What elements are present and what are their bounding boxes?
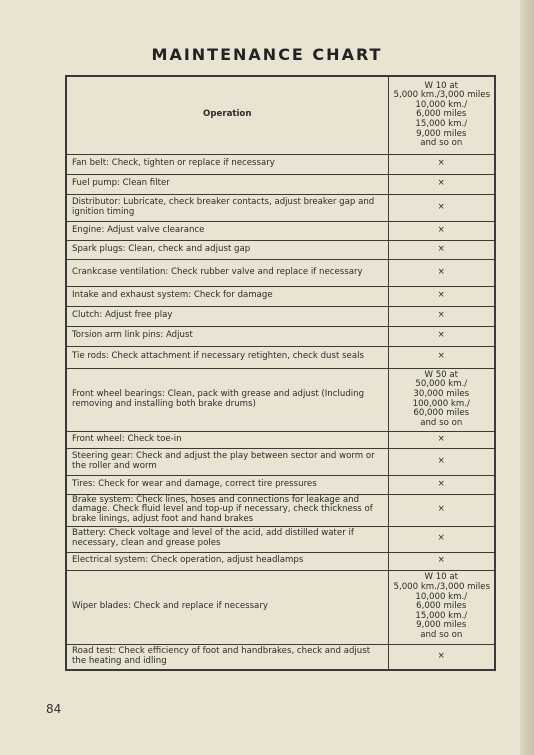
operation-cell: Tires: Check for wear and damage, correct tire pressures [66,475,388,494]
operation-cell: Tie rods: Check attachment if necessary retighten, check dust seals [66,346,388,368]
interval-mark: × [388,174,495,194]
interval-mark: × [388,475,495,494]
interval-line: 9,000 miles [416,620,467,631]
interval-mark: × [388,286,495,306]
interval-mark: × [388,194,495,221]
interval-mark: × [388,448,495,475]
operation-cell: Torsion arm link pins: Adjust [66,326,388,346]
table-row [66,570,495,644]
interval-line: and so on [420,138,463,149]
table-row [66,174,495,194]
interval-line: 5,000 km./3,000 miles [393,90,491,101]
table-row [66,240,495,259]
interval-mark: × [388,552,495,570]
interval-line: 15,000 km./ [415,610,468,621]
interval-mark: × [388,326,495,346]
interval-line: W 10 at [424,80,459,91]
interval-line: 100,000 km./ [412,398,470,409]
table-row [66,326,495,346]
operation-cell: Road test: Check efficiency of foot and handbrakes, check and adjust the heating and idling [66,644,388,670]
table-row [66,221,495,240]
operation-cell: Clutch: Adjust free play [66,306,388,326]
interval-line: 6,000 miles [416,601,467,612]
operation-cell: Battery: Check voltage and level of the acid, add distilled water if necessary, clean and grease poles [66,526,388,552]
interval-line: 30,000 miles [413,388,470,399]
operation-cell: Engine: Adjust valve clearance [66,221,388,240]
table-row [66,494,495,526]
operation-cell: Front wheel bearings: Clean, pack with grease and adjust (Including removing and installing both brake drums) [66,368,388,431]
interval-cell [388,368,495,431]
table-row [66,306,495,326]
page-edge [520,0,534,755]
table-row [66,448,495,475]
interval-line: and so on [420,417,463,428]
interval-mark: × [388,494,495,526]
table-row [66,644,495,670]
page-title: MAINTENANCE CHART [151,44,383,64]
interval-mark: × [388,346,495,368]
operation-cell: Fan belt: Check, tighten or replace if necessary [66,154,388,174]
operation-column-header: Operation [66,76,388,154]
interval-line: 15,000 km./ [415,119,468,130]
interval-mark: × [388,644,495,670]
operation-cell: Wiper blades: Check and replace if necessary [66,570,388,644]
interval-mark: × [388,306,495,326]
interval-mark: × [388,154,495,174]
operation-cell: Electrical system: Check operation, adjust headlamps [66,552,388,570]
operation-cell: Intake and exhaust system: Check for damage [66,286,388,306]
table-row [66,526,495,552]
interval-line: 10,000 km./ [415,99,468,110]
operation-cell: Steering gear: Check and adjust the play between sector and worm or the roller and worm [66,448,388,475]
page-number: 84 [46,702,62,716]
interval-mark: × [388,431,495,448]
table-row [66,286,495,306]
table-header-row [66,76,495,154]
interval-mark: × [388,240,495,259]
interval-line: 10,000 km./ [415,591,468,602]
operation-cell: Spark plugs: Clean, check and adjust gap [66,240,388,259]
table-row [66,259,495,286]
interval-line: W 50 at [424,369,459,380]
table-row [66,346,495,368]
interval-cell [388,570,495,644]
operation-cell: Brake system: Check lines, hoses and connections for leakage and damage. Check fluid level and top-up if necessary, check thickness of brake linings, adjust foot and hand brakes [66,494,388,526]
interval-line: 5,000 km./3,000 miles [393,581,491,592]
table-row [66,368,495,431]
operation-cell: Front wheel: Check toe-in [66,431,388,448]
interval-line: 50,000 km./ [415,379,468,390]
table-row [66,194,495,221]
operation-cell: Crankcase ventilation: Check rubber valve and replace if necessary [66,259,388,286]
interval-line: 9,000 miles [416,128,467,139]
interval-mark: × [388,526,495,552]
interval-line: W 10 at [424,572,459,583]
interval-mark: × [388,221,495,240]
interval-column-header [388,76,495,154]
table-row [66,154,495,174]
table-row [66,475,495,494]
table-row [66,431,495,448]
interval-line: 60,000 miles [413,408,470,419]
interval-line: 6,000 miles [416,109,467,120]
operation-cell: Distributor: Lubricate, check breaker contacts, adjust breaker gap and ignition timing [66,194,388,221]
interval-mark: × [388,259,495,286]
operation-cell: Fuel pump: Clean filter [66,174,388,194]
interval-line: and so on [420,630,463,641]
maintenance-table [65,75,496,671]
table-row [66,552,495,570]
